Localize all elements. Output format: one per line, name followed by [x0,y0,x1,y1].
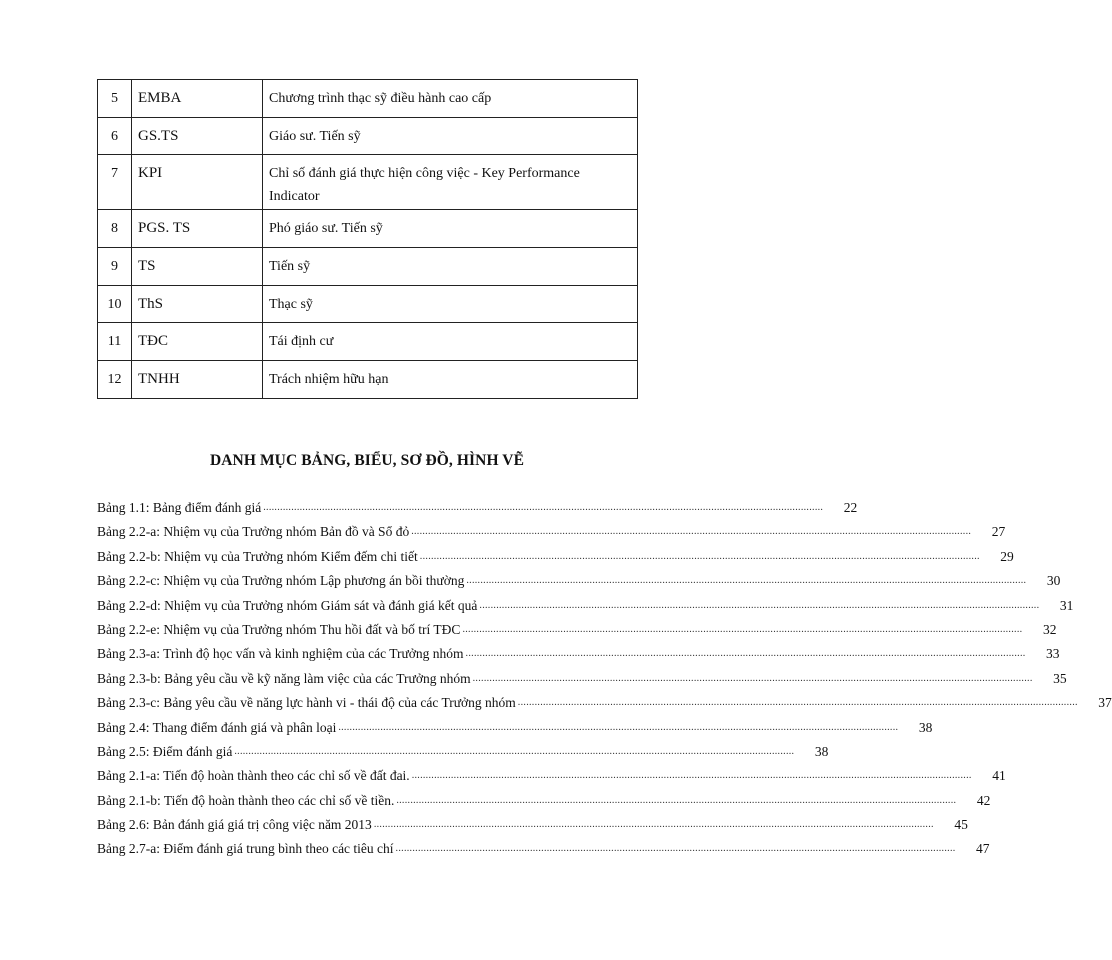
table-row [98,323,638,361]
table-row [98,210,638,248]
toc-entry[interactable] [97,572,1061,596]
dot-leader: ........................................................................................................................................................................................................ [234,745,795,757]
toc-entry[interactable] [97,743,829,767]
dot-leader: ........................................................................................................................................................................................................ [462,623,1023,635]
toc-entry-label: Bảng 2.5: Điểm đánh giá [97,743,233,759]
abbreviation-meaning: Tái định cư [263,323,638,361]
toc-entry[interactable] [97,621,1057,645]
toc-entry[interactable] [97,840,990,864]
toc-entry-label: Bảng 2.2-c: Nhiệm vụ của Trưởng nhóm Lập phương án bồi thường [97,573,465,589]
toc-entry[interactable] [97,548,1014,572]
dot-leader: ........................................................................................................................................................................................................ [396,794,957,806]
table-row [98,155,638,210]
table-row [98,248,638,286]
toc-entry-label: Bảng 1.1: Bảng điểm đánh giá [97,500,262,515]
abbreviation: TĐC [132,323,263,361]
row-number: 10 [98,286,132,323]
dot-leader: ........................................................................................................................................................................................................ [411,770,972,782]
toc-entry[interactable] [97,523,1006,547]
abbreviation-meaning: Phó giáo sư. Tiến sỹ [263,210,638,248]
abbreviation: GS.TS [132,118,263,155]
toc-entry-page: 47 [976,841,990,857]
toc-entry[interactable] [97,719,933,743]
abbreviation-meaning: Thạc sỹ [263,286,638,323]
abbreviation: PGS. TS [132,210,263,248]
toc-entry-page: 35 [1053,670,1067,686]
toc-entry-label: Bảng 2.1-b: Tiến độ hoàn thành theo các chỉ số về tiền. [97,792,395,808]
abbreviation-meaning: Tiến sỹ [263,248,638,286]
toc-entry-page: 31 [1059,597,1074,613]
dot-leader: ........................................................................................................................................................................................................ [479,599,1040,611]
toc-entry-label: Bảng 2.7-a: Điểm đánh giá trung bình theo các tiêu chí [97,841,394,857]
dot-leader: ........................................................................................................................................................................................................ [465,648,1026,660]
toc-entry-label: Bảng 2.6: Bản đánh giá giá trị công việc năm 2013 [97,817,372,833]
abbreviation: KPI [132,155,263,210]
table-row [98,80,638,118]
row-number: 8 [98,210,132,248]
abbreviation-meaning: Chỉ số đánh giá thực hiện công việc - Key Performance Indicator [263,155,638,210]
toc-entry-label: Bảng 2.3-b: Bảng yêu cầu về kỹ năng làm việc của các Trưởng nhóm [97,670,471,686]
toc-entry[interactable] [97,645,1060,669]
row-number: 7 [98,155,132,210]
toc-entry-page: 41 [992,768,1006,784]
dot-leader: ........................................................................................................................................................................................................ [395,843,956,855]
toc-entry-page: 32 [1042,621,1057,637]
table-row [98,286,638,323]
toc-entry[interactable] [97,597,1074,621]
toc-entry-page: 33 [1046,646,1060,662]
toc-entry-page: 45 [954,817,968,833]
dot-leader: ........................................................................................................................................................................................................ [338,721,899,733]
toc-entry[interactable] [97,670,1067,694]
toc-entry-label: Bảng 2.2-d: Nhiệm vụ của Trưởng nhóm Giám sát và đánh giá kết quả [97,597,478,613]
dot-leader: ........................................................................................................................................................................................................ [517,697,1078,709]
toc-entry[interactable] [97,792,991,816]
abbreviation-meaning: Trách nhiệm hữu hạn [263,361,638,399]
row-number: 11 [98,323,132,361]
row-number: 9 [98,248,132,286]
toc-entry-label: Bảng 2.2-a: Nhiệm vụ của Trưởng nhóm Bản đồ và Sổ đỏ [97,524,410,540]
toc-entry-page: 42 [976,792,991,808]
toc-entry-page: 27 [991,524,1006,540]
toc-entry-label: Bảng 2.3-a: Trình độ học vấn và kinh nghiệm của các Trưởng nhóm [97,646,464,662]
abbreviation: EMBA [132,80,263,118]
table-of-figures [97,499,1112,865]
toc-entry[interactable] [97,767,1006,791]
toc-entry-label: Bảng 2.2-e: Nhiệm vụ của Trưởng nhóm Thu hồi đất và bố trí TĐC [97,621,461,637]
toc-entry[interactable] [97,694,1112,718]
toc-entry-label: Bảng 2.3-c: Bảng yêu cầu về năng lực hành vi - thái độ của các Trưởng nhóm [97,695,516,711]
dot-leader: ........................................................................................................................................................................................................ [263,502,824,513]
toc-entry-label: Bảng 2.1-a: Tiến độ hoàn thành theo các chỉ số về đất đai. [97,768,410,784]
dot-leader: ........................................................................................................................................................................................................ [419,550,980,562]
abbreviation: ThS [132,286,263,323]
toc-entry-page: 37 [1098,695,1112,711]
abbreviation: TS [132,248,263,286]
toc-entry-page: 30 [1046,573,1061,589]
toc-entry-label: Bảng 2.2-b: Nhiệm vụ của Trưởng nhóm Kiểm đếm chi tiết [97,548,418,564]
table-row [98,361,638,399]
toc-entry[interactable] [97,816,968,840]
dot-leader: ........................................................................................................................................................................................................ [411,526,972,538]
row-number: 5 [98,80,132,118]
abbreviation: TNHH [132,361,263,399]
section-title: DANH MỤC BẢNG, BIỂU, SƠ ĐỒ, HÌNH VẼ [209,452,525,469]
dot-leader: ........................................................................................................................................................................................................ [466,575,1027,587]
toc-entry[interactable] [97,499,858,523]
toc-entry-label: Bảng 2.4: Thang điểm đánh giá và phân loại [97,719,337,735]
toc-entry-page: 38 [918,719,933,735]
dot-leader: ........................................................................................................................................................................................................ [472,672,1033,684]
abbreviation-meaning: Chương trình thạc sỹ điều hành cao cấp [263,80,638,118]
toc-entry-page: 29 [1000,548,1014,564]
dot-leader: ........................................................................................................................................................................................................ [373,819,934,831]
abbreviation-meaning: Giáo sư. Tiến sỹ [263,118,638,155]
toc-entry-page: 22 [843,500,858,515]
row-number: 6 [98,118,132,155]
table-row [98,118,638,155]
toc-entry-page: 38 [814,743,829,759]
abbreviation-table [97,79,638,399]
row-number: 12 [98,361,132,399]
